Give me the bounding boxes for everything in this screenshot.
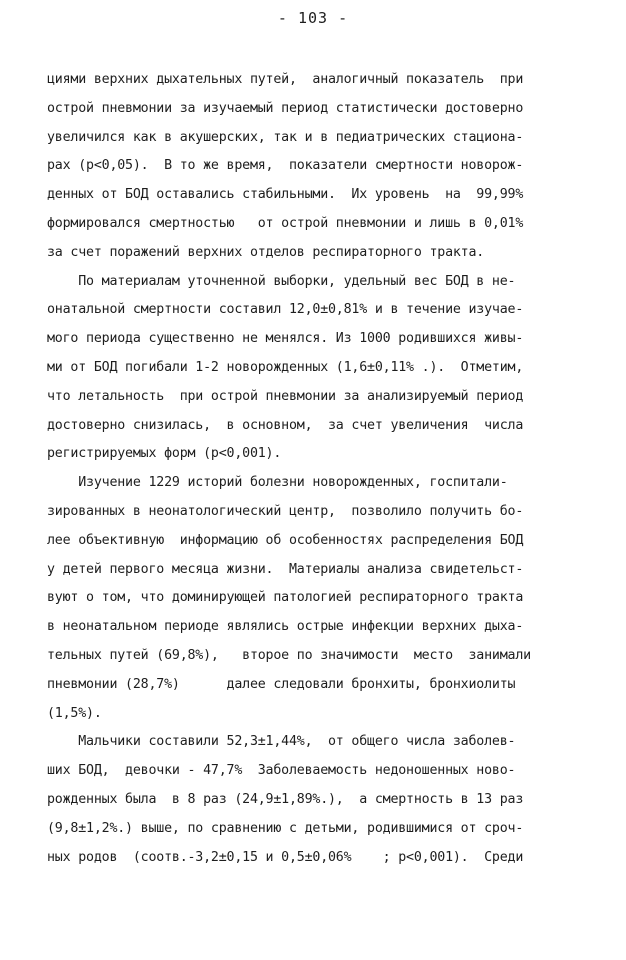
text-line: регистрируемых форм (p<0,001).	[47, 446, 282, 462]
text-line: вуют о том, что доминирующей патологией респираторного тракта	[47, 590, 524, 606]
text-line: лее объективную информацию об особенностях распределения БОД	[47, 532, 524, 548]
document-body	[47, 66, 592, 872]
text-line: Мальчики составили 52,3±1,44%, от общего числа заболев-	[47, 734, 516, 750]
text-line: денных от БОД оставались стабильными. Их уровень на 99,99%	[47, 187, 524, 203]
text-line: ных родов (соотв.-3,2±0,15 и 0,5±0,06% ; p<0,001). Среди	[47, 849, 524, 865]
text-line: По материалам уточненной выборки, удельный вес БОД в не-	[47, 273, 516, 289]
text-line: в неонатальном периоде являлись острые инфекции верхних дыха-	[47, 619, 524, 635]
text-line: пневмонии (28,7%) далее следовали бронхиты, бронхиолиты	[47, 676, 516, 692]
text-line: циями верхних дыхательных путей, аналогичный показатель при	[47, 72, 524, 87]
text-line: у детей первого месяца жизни. Материалы анализа свидетельст-	[47, 561, 524, 577]
paragraph	[47, 469, 592, 728]
paragraph	[47, 728, 592, 872]
paragraph	[47, 268, 592, 470]
page-number: - 103 -	[277, 9, 349, 27]
text-line: онатальной смертности составил 12,0±0,81% и в течение изучае-	[47, 302, 524, 318]
text-line: ми от БОД погибали 1-2 новорожденных (1,6±0,11% .). Отметим,	[47, 359, 524, 375]
text-line: ших БОД, девочки - 47,7% Заболеваемость недоношенных ново-	[47, 763, 516, 779]
text-line: увеличился как в акушерских, так и в педиатрических стациона-	[47, 129, 524, 145]
text-line: достоверно снизилась, в основном, за счет увеличения числа	[47, 417, 524, 433]
text-line: что летальность при острой пневмонии за анализируемый период	[47, 388, 524, 404]
text-line: Изучение 1229 историй болезни новорожденных, госпитали-	[47, 475, 508, 491]
text-line: (9,8±1,2%.) выше, по сравнению с детьми, родившимися от сроч-	[47, 820, 524, 836]
text-line: острой пневмонии за изучаемый период статистически достоверно	[47, 100, 524, 116]
text-line: рах (p<0,05). В то же время, показатели смертности новорож-	[47, 158, 524, 174]
text-line: за счет поражений верхних отделов респираторного тракта.	[47, 244, 485, 260]
text-line: формировался смертностью от острой пневмонии и лишь в 0,01%	[47, 215, 524, 231]
text-line: тельных путей (69,8%), второе по значимости место занимали	[47, 647, 531, 663]
text-line: зированных в неонатологический центр, позволило получить бо-	[47, 503, 524, 519]
text-line: (1,5%).	[47, 705, 102, 721]
text-line: рожденных была в 8 раз (24,9±1,89%.), а смертность в 13 раз	[47, 791, 524, 807]
paragraph	[47, 66, 592, 268]
text-line: мого периода существенно не менялся. Из 1000 родившихся живы-	[47, 331, 524, 347]
